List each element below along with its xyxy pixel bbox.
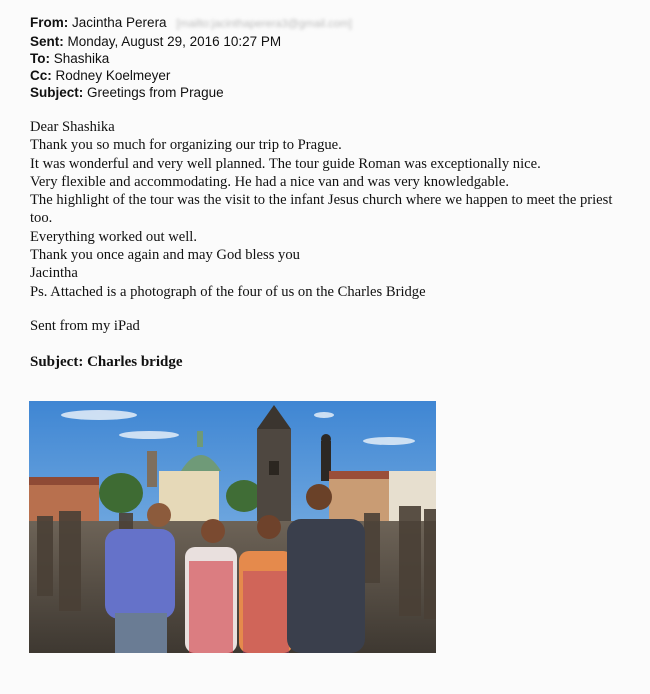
body-line-6: Thank you once again and may God bless you bbox=[30, 247, 300, 264]
from-row bbox=[30, 14, 352, 33]
body-line-5: Everything worked out well. bbox=[30, 228, 197, 245]
cc-label: Cc: bbox=[30, 68, 52, 83]
body-line-4: The highlight of the tour was the visit to the infant Jesus church where we happen to meet the priest too. bbox=[30, 192, 613, 227]
subject-label: Subject: bbox=[30, 85, 84, 100]
body-line-2: It was wonderful and very well planned. The tour guide Roman was exceptionally nice. bbox=[30, 155, 541, 172]
charles-bridge-photo bbox=[29, 401, 436, 653]
cc-value: Rodney Koelmeyer bbox=[55, 68, 171, 83]
email-body bbox=[30, 118, 630, 301]
from-email-redacted: [mailto:jacinthaperera3@gmail.com] bbox=[176, 18, 352, 30]
body-line-1: Thank you so much for organizing our trip to Prague. bbox=[30, 137, 342, 154]
attachment-subject: Subject: Charles bridge bbox=[30, 354, 183, 370]
sent-row bbox=[30, 33, 352, 50]
greeting: Dear Shashika bbox=[30, 119, 115, 135]
photo-illustration bbox=[29, 401, 436, 653]
to-value: Shashika bbox=[53, 51, 110, 66]
subject-value: Greetings from Prague bbox=[87, 85, 224, 100]
subject-row bbox=[30, 84, 352, 101]
from-value: Jacintha Perera bbox=[72, 15, 167, 30]
sent-value: Monday, August 29, 2016 10:27 PM bbox=[67, 34, 282, 49]
sent-from-line: Sent from my iPad bbox=[30, 318, 140, 334]
cc-row bbox=[30, 67, 352, 84]
sent-label: Sent: bbox=[30, 34, 64, 49]
to-label: To: bbox=[30, 51, 50, 66]
from-label: From: bbox=[30, 15, 69, 30]
to-row bbox=[30, 50, 352, 67]
email-header bbox=[30, 14, 352, 101]
postscript: Ps. Attached is a photograph of the four of us on the Charles Bridge bbox=[30, 283, 426, 300]
body-line-3: Very flexible and accommodating. He had a nice van and was very knowledgable. bbox=[30, 173, 509, 190]
signature: Jacintha bbox=[30, 265, 78, 282]
